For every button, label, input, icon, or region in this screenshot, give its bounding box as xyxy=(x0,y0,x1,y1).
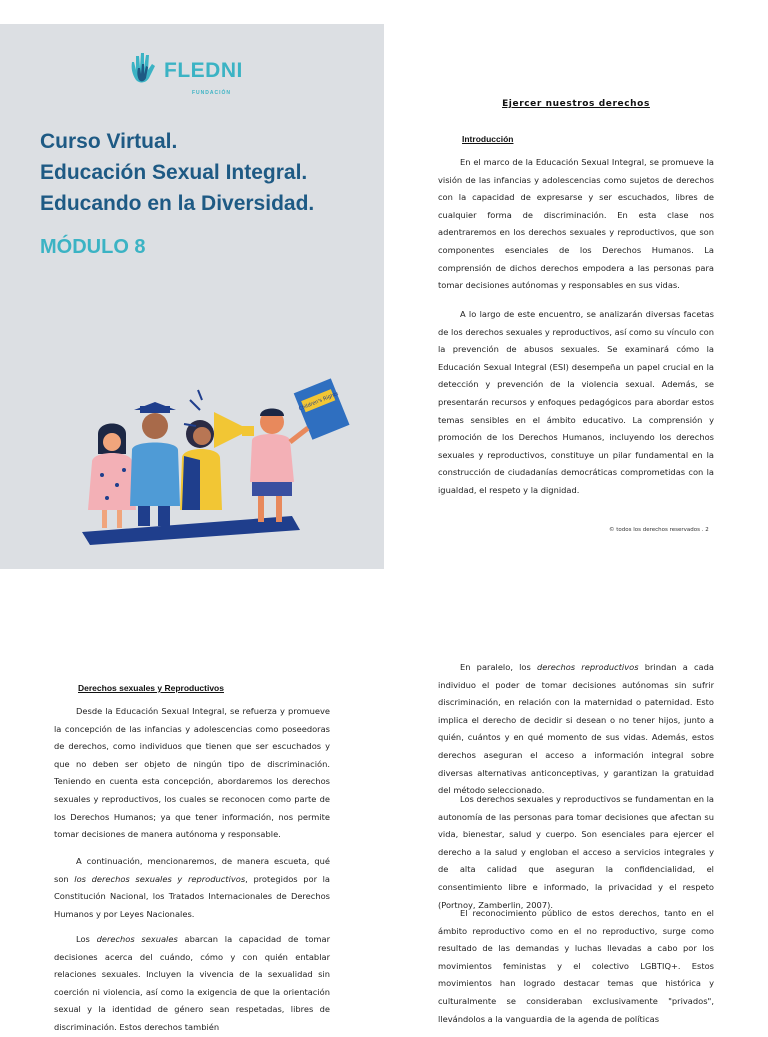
ground-shape xyxy=(82,516,300,545)
reproductive-paragraph-2: Los derechos sexuales y reproductivos se fundamentan en la autonomía de las personas para tomar decisiones que afectan su vida, bienestar, salud y cuerpo. Son esenciales para ejercer el derecho a la salud y engloban el acceso a servicios integrales y de alta calidad que aseguran la confidencialidad, el consentimiento libre e informado, la privacidad y el respeto (Portnoy, Zamberlin, 2007). xyxy=(438,794,714,910)
rights-paragraph-3: Los derechos sexuales abarcan la capacidad de tomar decisiones acerca del cuándo, cómo y con quién entablar relaciones sexuales. Incluyen la vivencia de la sexualidad sin coerción ni violencia, así como la exigencia de que la orientación sexual y la identidad de género sean respetadas, libres de discriminación. Estos derechos también xyxy=(54,934,331,1032)
title-line-3: Educando en la Diversidad. xyxy=(40,192,315,215)
intro-paragraph-2: A lo largo de este encuentro, se analizarán diversas facetas de los derechos sexuales y reproductivos, así como su vínculo con la prevención de abusos sexuales. Se examinará cómo la Educación Sexual Integral (ESI) desempeña un papel crucial en la detección y prevención de la violencia sexual. Además, se presentarán recursos y enfoques pedagógicos para abordar estos temas sensibles en el ámbito educativo. La comprensión y promoción de los Derechos Humanos, incluyendo los derechos sexuales y reproductivos, constituye un pilar fundamental en la construcción de ciudadanías democráticas comprometidas con la igualdad, el respeto y la dignidad. xyxy=(438,309,714,495)
title-line-2: Educación Sexual Integral. xyxy=(40,161,308,184)
page-four xyxy=(384,569,768,1024)
rights-subheading: Derechos sexuales y Reproductivos xyxy=(78,683,224,693)
logo-subtext: FUNDACIÓN xyxy=(192,90,231,96)
intro-paragraph-1: En el marco de la Educación Sexual Integral, se promueve la visión de las infancias y adolescencias como sujetos de derechos con la capacidad de expresarse y ser escuchados, libres de cualquier forma de discriminación. En esta clase nos adentraremos en los derechos sexuales y reproductivos, que son componentes esenciales de los Derechos Humanos. La comprensión de dichos derechos empodera a las personas para tomar decisiones autónomas y responsables en sus vidas. xyxy=(438,157,714,291)
hand-logo-icon xyxy=(128,50,162,86)
title-line-1: Curso Virtual. xyxy=(40,130,178,153)
page-footer: © todos los derechos reservados . 2 xyxy=(609,527,709,533)
rights-paragraph-2: A continuación, mencionaremos, de manera escueta, qué son los derechos sexuales y reproductivos, protegidos por la Constitución Nacional, los Tratados Internacionales de Derechos Humanos y por Leyes Nacionales. xyxy=(54,856,331,919)
module-label: MÓDULO 8 xyxy=(40,236,146,258)
logo-text: FLEDNI xyxy=(164,59,243,82)
intro-subheading: Introducción xyxy=(462,134,514,144)
book-label: Children's Rights xyxy=(297,390,340,413)
rights-paragraph-1: Desde la Educación Sexual Integral, se refuerza y promueve la concepción de las infancias y adolescencias como poseedoras de derechos, como individuos que tienen que ser escuchados y que no deben ser objeto de ningún tipo de discriminación. Teniendo en cuenta esta concepción, abordaremos los derechos sexuales y reproductivos, los cuales se reconocen como parte de los Derechos Humanos; ya que tener información, nos permite tomar decisiones de manera autónoma y responsable. xyxy=(54,706,330,840)
page-two xyxy=(384,24,768,569)
cover-page xyxy=(0,24,384,569)
reproductive-paragraph-3: El reconocimiento público de estos derechos, tanto en el ámbito reproductivo como en el no reproductivo, surge como resultado de las demandas y luchas llevadas a cabo por los movimientos feministas y el colectivo LGBTIQ+. Estos movimientos han logrado destacar temas que histórica y culturalmente se consideraban exclusivamente "privados", llevándolos a la vanguardia de la agenda de políticas xyxy=(438,908,714,1024)
fledni-logo xyxy=(128,50,268,94)
page-three xyxy=(0,569,384,1032)
section-heading: Ejercer nuestros derechos xyxy=(502,99,650,109)
children-rights-illustration xyxy=(72,370,352,545)
reproductive-paragraph-1: En paralelo, los derechos reproductivos brindan a cada individuo el poder de tomar decisiones autónomas sin sufrir discriminación, en relación con la maternidad o paternidad. Esto implica el derecho de decidir si desean o no tener hijos, junto a quién, cuántos y en qué momento de sus vidas. Además, estos derechos aseguran el acceso a información integral sobre diversas alternativas anticonceptivas, y garantizan la gratuidad del método seleccionado. xyxy=(438,662,714,796)
course-title xyxy=(40,126,380,219)
